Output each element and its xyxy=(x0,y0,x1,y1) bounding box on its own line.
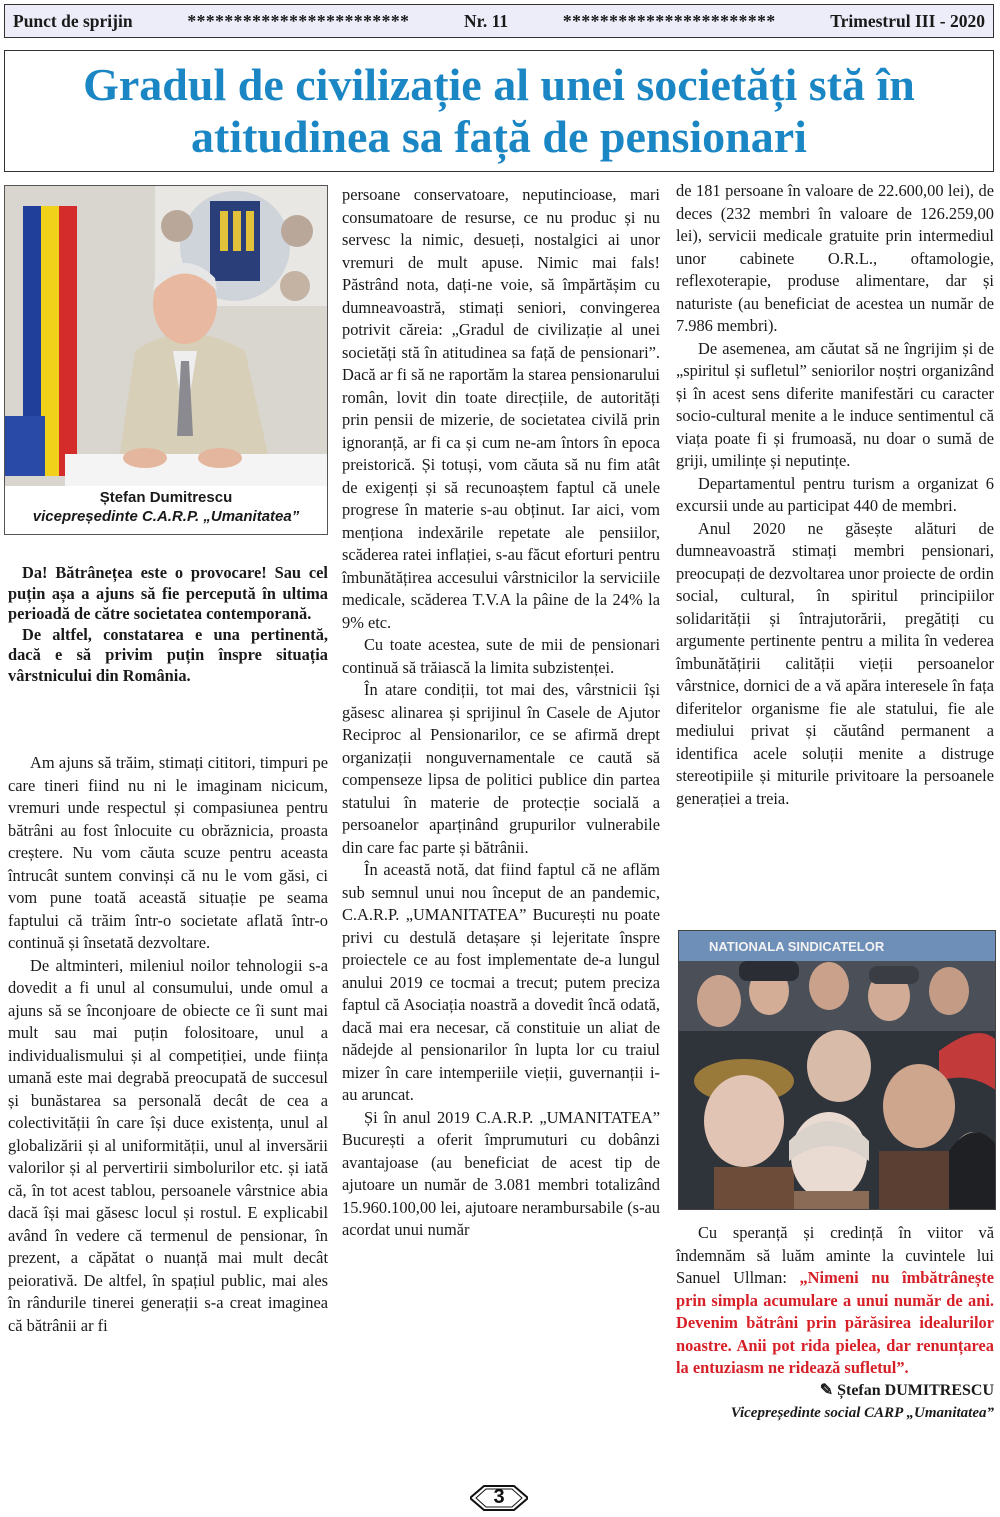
issue-period: Trimestrul III - 2020 xyxy=(830,10,985,31)
ullman-quote: „Nimeni nu îmbătrânește prin simpla acumulare a unui număr de ani. Devenim bătrâni prin părăsirea idealurilor noastre. Anii pot rida pielea, dar renunțarea la entuziasm ne ridează sufletul”. xyxy=(676,1268,994,1377)
title-line-1: Gradul de civilizație al unei societăți stă în xyxy=(83,59,915,110)
publication-name: Punct de sprijin xyxy=(13,10,133,31)
lead-paragraph: Da! Bătrânețea este o provocare! Sau cel puțin așa a ajuns să fie percepută în ultima perioadă de către societatea contemporană. xyxy=(8,563,328,623)
portrait-photo xyxy=(5,186,328,486)
article-lead xyxy=(8,563,328,686)
article-title-box xyxy=(4,50,994,172)
stars-decoration: *********************** xyxy=(562,10,776,31)
body-paragraph: În atare condiții, tot mai des, vârstnicii își găsesc alinarea și sprijinul în Casele de Ajutor Reciproc al Pensionarilor, ce se afirmă drept organizații nonguvernamentale ce caută să compenseze lipsa de politici publice din partea statului în materie de protecție socială a persoanelor aparținând grupurilor vulnerabile din care fac parte și bătrânii. xyxy=(342,680,660,857)
text-column-3 xyxy=(676,180,994,810)
text-column-1 xyxy=(8,752,328,1337)
author-signature-role: Vicepreședinte social CARP „Umanitatea” xyxy=(730,1404,994,1421)
page-number-badge xyxy=(470,1484,528,1512)
lead-paragraph: De altfel, constatarea e una pertinentă, dacă e să privim puțin înspre situația vârstnicului din România. xyxy=(8,624,328,685)
stars-decoration: ************************ xyxy=(187,10,410,31)
portrait-caption xyxy=(5,488,327,526)
body-paragraph: Cu toate acestea, sute de mii de pensionari continuă să trăiască la limita subzistenței. xyxy=(342,635,660,677)
pensioners-protest-photo xyxy=(678,930,996,1210)
body-paragraph: persoane conservatoare, neputincioase, mari consumatoare de resurse, ce nu produc și nu servesc la nimic, desueți, nostalgici ai unor vremuri de mult apuse. Nimic mai fals! Păstrând nota, dați-ne voie, să împărtășim cu dumneavoastră, stimați seniori, convingerea potrivit căreia: „Gradul de civilizație al unei societăți stă în atitudinea sa față de pensionari”. Dacă ar fi să ne raportăm la starea pensionarului român, lovit din toate direcțiile, de autorități prin pensii de mizerie, de societatea civilă prin ignoranță, ar fi ca și cum ne-am întors în epoca preistorică. Și totuși, vom căuta să nu fim atât de exigenți și să recunoaștem faptul că unele progrese în materie s-au obținut. Iar aici, vom menționa indexările repetate ale pensiilor, scăderea ratei inflației, s-au făcut eforturi pentru îmbunătățirea accesului vârstnicilor la serviciile medicale, scăderea T.V.A la pâine de la 24% la 9% etc. xyxy=(342,185,660,632)
article-title xyxy=(83,59,915,163)
masthead-bar xyxy=(4,4,994,38)
closing-paragraph xyxy=(676,1222,994,1380)
body-paragraph: Departamentul pentru turism a organizat 6 excursii unde au participat 440 de membri. xyxy=(676,473,994,515)
body-paragraph: Și în anul 2019 C.A.R.P. „UMANITATEA” București a oferit împrumuturi cu dobânzi avantajoase (au beneficiat de acest tip de ajutoare un număr de 3.081 membri totalizând 15.960.100,00 lei, ajutoare nerambursabile (s-au acordat unui număr xyxy=(342,1107,660,1239)
title-line-2: atitudinea sa față de pensionari xyxy=(191,111,807,162)
closing-intro: Cu speranță și credință în viitor vă îndemnăm să luăm aminte la cuvintele lui Sanuel Ullman: xyxy=(676,1223,994,1287)
body-paragraph: Am ajuns să trăim, stimați cititori, timpuri pe care tineri fiind nu ni le imaginam nicicum, vremuri unde respectul și compasiunea pentru bătrâni au fost înlocuite cu obrăznicia, proasta creștere. Nu vom căuta scuze pentru aceasta întrucât suntem convinși că nu le vom găsi, ci vom pune toată această situație pe seama faptului că trăim într-o societate aflată într-o continuă și însetată dezvoltare. xyxy=(8,753,328,952)
author-signature: ✎ Ștefan DUMITRESCU xyxy=(819,1381,994,1399)
portrait-name: Ștefan Dumitrescu xyxy=(99,489,233,506)
body-paragraph: de 181 persoane în valoare de 22.600,00 lei), de deces (232 membri în valoare de 126.259,00 lei), servicii medicale gratuite prin intermediul unor cabinete O.R.L., oftamologie, reflexoterapie, produse alimentare, dar și naturiste (au beneficiat de acestea un număr de 7.986 membri). xyxy=(676,181,994,335)
author-portrait xyxy=(4,185,328,535)
body-paragraph: În această notă, dat fiind faptul că ne aflăm sub semnul unui nou început de an pandemic, C.A.R.P. „UMANITATEA” București nu poate privi cu destulă detașare și lejeritate înspre proiectele ce au fost implementate de-a lungul anului 2019 ce tocmai a trecut; putem preciza faptul că Asociația noastră a dovedit încă odată, dacă mai era necesar, că constituie un aliat de nădejde al pensionarilor în lupta lor cu traiul mizer în care intemperiile vieții, guvernanții i-au aruncat. xyxy=(342,860,660,1104)
protest-banner-text: NATIONALA SINDICATELOR xyxy=(709,939,885,954)
body-paragraph: De altminteri, mileniul noilor tehnologii s-a dovedit a fi unul al consumului, unde omul a ajuns să se înconjoare de obiecte ce îi sunt mai mult sau mai puțin folositoare, unul a individualismului și al competiției, unde ființa umană este mai degrabă preocupată de succesul și bunăstarea sa personală decât de cea a colectivității în care își duce existența, unul al globalizării și al uniformității, unul al inversării valorilor și al pervertirii simbolurilor etc. și iată că, în tot acest tablou, persoanele vârstnice abia dacă își mai găsesc locul și rostul. E explicabil având în vedere că termenul de pensionar, în prezent, a căpătat o nuanță mai mult decât peiorativă. De altfel, în spațiul public, mai ales în rândurile tinerei generații s-a creat imaginea că bătrânii ar fi xyxy=(8,955,328,1335)
closing-column xyxy=(676,1222,994,1424)
text-column-2 xyxy=(342,184,660,1242)
body-paragraph: Anul 2020 ne găsește alături de dumneavoastră stimați membri pensionari, preocupați de dezvoltarea unor proiecte de ordin social, cultural, în spiritul principiilor solidarității și întrajutorării, pregătiți cu argumente pertinente pentru a milita în vederea îmbunătățirii calității vieții persoanelor vârstnice, dornici de a vă apăra interesele în fața diferitelor organisme fie ale statului, fie ale mediului privat și căutând permanent a identifica acele soluții menite a distruge stereotipiile și miturile privitoare la persoanele generației a treia. xyxy=(676,518,994,808)
page-number: 3 xyxy=(493,1486,505,1508)
portrait-role: vicepreședinte C.A.R.P. „Umanitatea” xyxy=(32,508,300,525)
body-paragraph: De asemenea, am căutat să ne îngrijim și de „spiritul și sufletul” seniorilor noștri organizând și în acest sens diferite manifestări cu caracter socio-cultural menite a le induce sentimentul că viața poate fi și frumoasă, nu doar o sumă de griji, umilințe și neputințe. xyxy=(676,338,994,470)
issue-number: Nr. 11 xyxy=(464,10,509,31)
